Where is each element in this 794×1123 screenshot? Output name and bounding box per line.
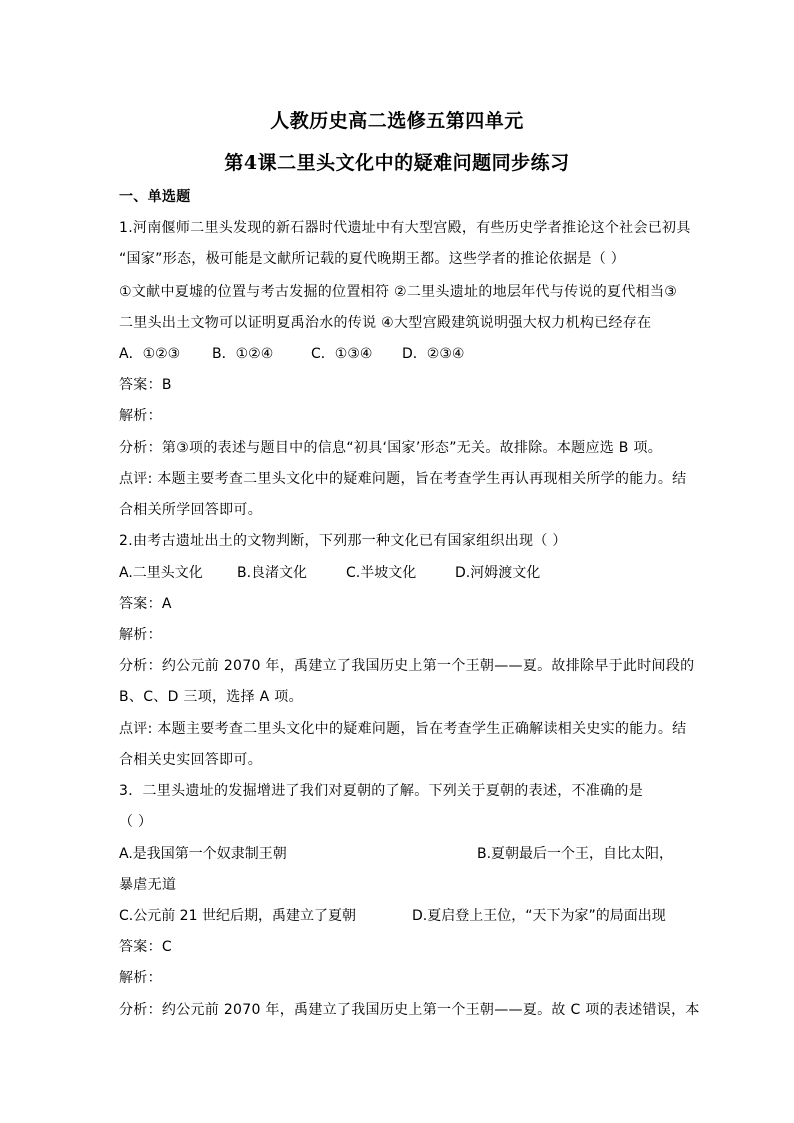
q1-option-d: D．②③④ [402,346,465,362]
q2-option-d: D.河姆渡文化 [455,565,541,581]
q1-option-a: A．①②③ [119,346,181,362]
q2-option-b: B.良渚文化 [237,565,308,581]
q2-option-c: C.半坡文化 [346,565,417,581]
q3-answer: 答案：C [119,939,172,955]
q3-option-c: C.公元前 21 世纪后期，禹建立了夏朝 [119,908,356,924]
q1-option-c: C．①③④ [311,346,373,362]
q3-stem-line2: （ ） [119,814,153,830]
q2-comment-line2: 合相关史实回答即可。 [119,752,262,768]
q1-stem-line1: 1.河南偃师二里头发现的新石器时代遗址中有大型宫殿，有些历史学者推论这个社会已初具 [119,220,691,236]
section-heading: 一、单选题 [119,189,191,205]
document-title: 人教历史高二选修五第四单元 [270,110,524,132]
q2-analysis-label: 解析： [119,627,162,643]
q2-stem: 2.由考古遗址出土的文物判断，下列那一种文化已有国家组织出现（ ） [119,533,567,549]
q2-analysis-line2: B、C、D 三项，选择 A 项。 [119,689,303,705]
q1-comment-line1: 点评: 本题主要考查二里头文化中的疑难问题，旨在考查学生再认再现相关所学的能力。结 [119,471,687,487]
q3-option-d: D.夏启登上王位，“天下为家”的局面出现 [412,908,666,924]
q1-comment-line2: 合相关所学回答即可。 [119,502,262,518]
lesson-title: 第4课二里头文化中的疑难问题同步练习 [224,152,570,174]
q3-analysis: 分析：约公元前 2070 年，禹建立了我国历史上第一个王朝——夏。故 C 项的表述错误，本 [119,1002,700,1018]
q1-option-b: B．①②④ [212,346,274,362]
q2-analysis-line1: 分析：约公元前 2070 年，禹建立了我国历史上第一个王朝——夏。故排除早于此时间段的 [119,658,695,674]
q3-option-b: B.夏朝最后一个王，自比太阳， [477,846,674,862]
q1-analysis-label: 解析： [119,408,162,424]
q1-analysis: 分析：第③项的表述与题目中的信息“初具‘国家’形态”无关。故排除。本题应选 B 项。 [119,440,663,456]
q1-statements-line1: ①文献中夏墟的位置与考古发掘的位置相符 ②二里头遗址的地层年代与传说的夏代相当③ [119,284,678,300]
q1-answer: 答案：B [119,377,172,393]
q3-option-a: A.是我国第一个奴隶制王朝 [119,846,287,862]
q3-analysis-label: 解析： [119,970,162,986]
q2-comment-line1: 点评: 本题主要考查二里头文化中的疑难问题，旨在考查学生正确解读相关史实的能力。结 [119,721,687,737]
q1-stem-line2: “国家”形态，极可能是文献所记载的夏代晚期王都。这些学者的推论依据是（ ） [119,251,626,267]
q3-option-b-cont: 暴虐无道 [119,877,177,893]
q3-stem-line1: 3．二里头遗址的发掘增进了我们对夏朝的了解。下列关于夏朝的表述，不准确的是 [119,783,644,799]
q2-option-a: A.二里头文化 [119,565,203,581]
q2-answer: 答案：A [119,596,172,612]
q1-statements-line2: 二里头出土文物可以证明夏禹治水的传说 ④大型宫殿建筑说明强大权力机构已经存在 [119,315,652,331]
